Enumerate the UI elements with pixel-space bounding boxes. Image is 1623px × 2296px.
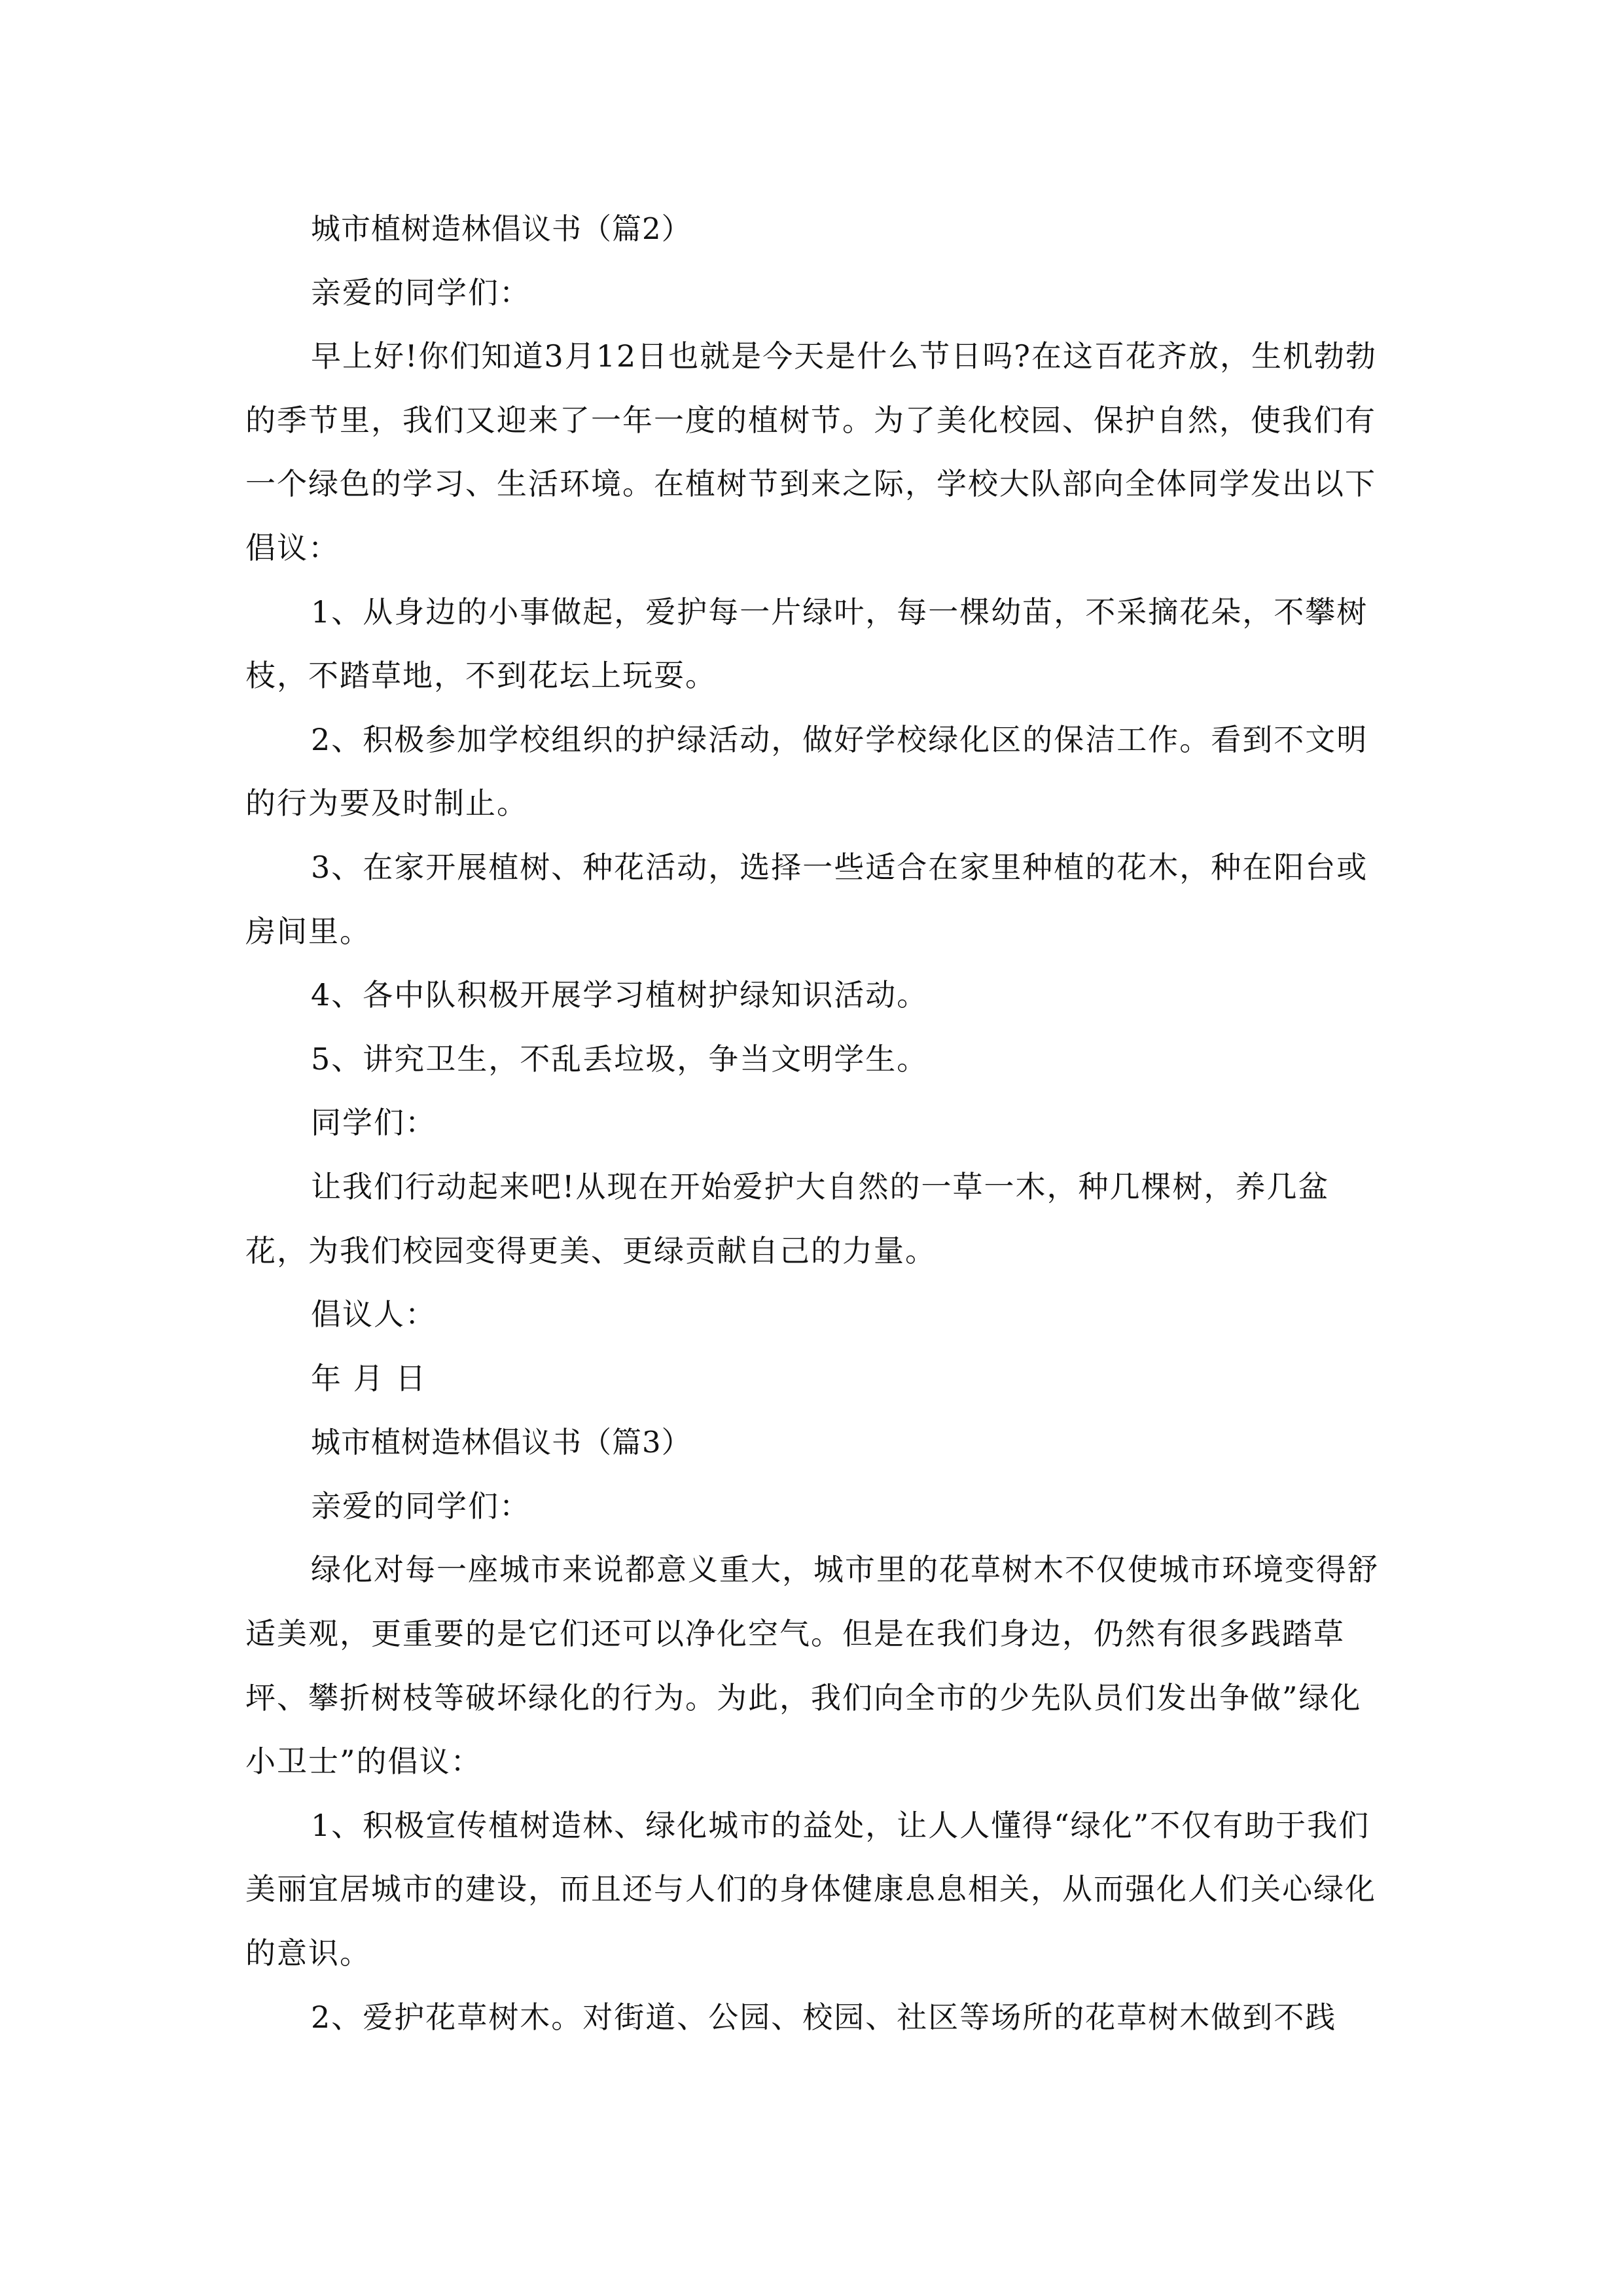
closing-paragraph-2: 让我们行动起来吧!从现在开始爱护大自然的一草一木，种几棵树，养几盆花，为我们校园变得更美、更绿贡献自己的力量。 bbox=[245, 1168, 1330, 1268]
paragraph-intro-3: 绿化对每一座城市来说都意义重大，城市里的花草树木不仅使城市环境变得舒适美观，更重要的是它们还可以净化空气。但是在我们身边，仍然有很多践踏草坪、攀折树枝等破坏绿化的行为。为此，我们向全市的少先队员们发出争做”绿化小卫士”的倡议： bbox=[245, 1552, 1379, 1780]
address-2: 同学们： bbox=[311, 1105, 437, 1141]
list-item-2-1: 1、从身边的小事做起，爱护每一片绿叶，每一棵幼苗，不采摘花朵，不攀树枝，不踏草地，不到花坛上玩耍。 bbox=[245, 594, 1368, 694]
section-heading-2: 城市植树造林倡议书（篇2） bbox=[311, 211, 692, 246]
document-body bbox=[245, 197, 1384, 2049]
greeting-2: 亲爱的同学们： bbox=[311, 274, 531, 310]
initiator-2: 倡议人： bbox=[311, 1297, 437, 1333]
list-item-2-3: 3、在家开展植树、种花活动，选择一些适合在家里种植的花木，种在阳台或房间里。 bbox=[245, 849, 1368, 949]
list-item-3-2: 2、爱护花草树木。对街道、公园、校园、社区等场所的花草树木做到不践 bbox=[311, 1999, 1337, 2035]
list-item-3-1: 1、积极宣传植树造林、绿化城市的益处，让人人懂得“绿化”不仅有助于我们美丽宜居城市的建设，而且还与人们的身体健康息息相关，从而强化人们关心绿化的意识。 bbox=[245, 1807, 1376, 1971]
greeting-3: 亲爱的同学们： bbox=[311, 1488, 531, 1524]
paragraph-intro-2: 早上好!你们知道3月12日也就是今天是什么节日吗?在这百花齐放，生机勃勃的季节里，我们又迎来了一年一度的植树节。为了美化校园、保护自然，使我们有一个绿色的学习、生活环境。在植树节到来之际，学校大队部向全体同学发出以下倡议： bbox=[245, 338, 1377, 565]
list-item-2-4: 4、各中队积极开展学习植树护绿知识活动。 bbox=[311, 977, 929, 1013]
list-item-2-5: 5、讲究卫生，不乱丢垃圾，争当文明学生。 bbox=[311, 1041, 929, 1077]
section-heading-3: 城市植树造林倡议书（篇3） bbox=[311, 1425, 692, 1460]
list-item-2-2: 2、积极参加学校组织的护绿活动，做好学校绿化区的保洁工作。看到不文明的行为要及时制止。 bbox=[245, 721, 1368, 821]
date-line-2: 年 月 日 bbox=[311, 1360, 427, 1396]
